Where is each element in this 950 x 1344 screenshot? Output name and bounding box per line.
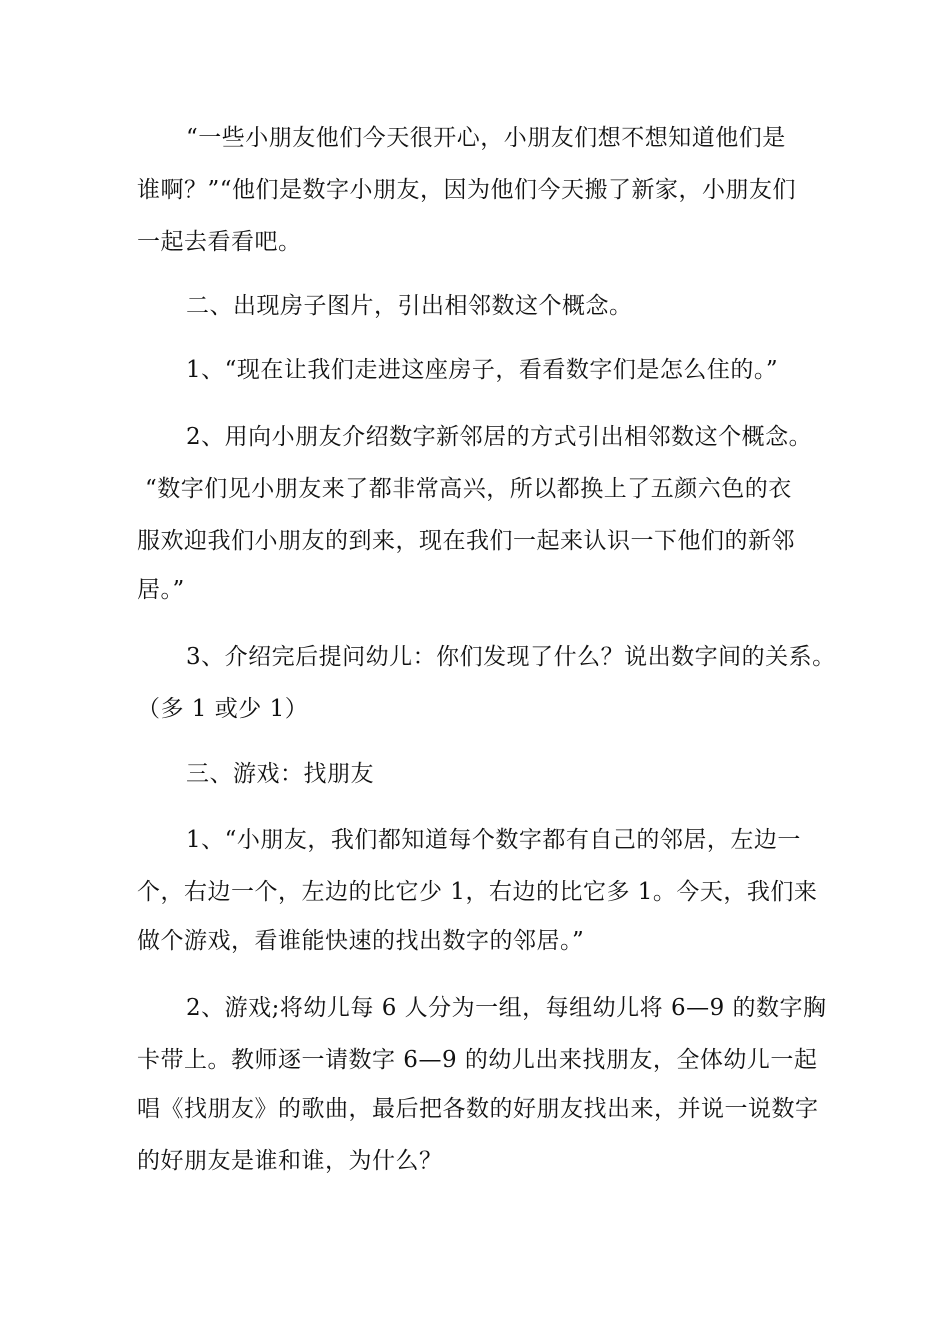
section-three-item-2-line-4: 的好朋友是谁和谁，为什么？: [137, 1148, 443, 1174]
section-two-item-1: 1、“现在让我们走进这座房子，看看数字们是怎么住的。”: [186, 357, 779, 383]
section-two-item-3-line-1: 3、介绍完后提问幼儿：你们发现了什么？说出数字间的关系。: [186, 644, 836, 670]
paragraph-1-line-1: “一些小朋友他们今天很开心，小朋友们想不想知道他们是: [186, 125, 786, 151]
section-three-item-2-line-2: 卡带上。教师逐一请数字 6—9 的幼儿出来找朋友，全体幼儿一起: [137, 1047, 818, 1073]
section-two-item-2-line-4: 居。”: [137, 577, 185, 603]
section-two-item-2-line-3: 服欢迎我们小朋友的到来，现在我们一起来认识一下他们的新邻: [137, 528, 795, 554]
paragraph-1-line-3: 一起去看看吧。: [137, 229, 302, 255]
section-two-item-3-line-2: （多 1 或少 1）: [137, 696, 309, 722]
section-two-heading: 二、出现房子图片，引出相邻数这个概念。: [186, 293, 633, 319]
section-three-item-2-line-3: 唱《找朋友》的歌曲，最后把各数的好朋友找出来，并说一说数字: [137, 1096, 819, 1122]
paragraph-1-line-2: 谁啊？”“他们是数字小朋友，因为他们今天搬了新家，小朋友们: [137, 177, 797, 203]
section-two-item-2-line-2: “数字们见小朋友来了都非常高兴，所以都换上了五颜六色的衣: [145, 476, 792, 502]
section-three-item-1-line-1: 1、“小朋友，我们都知道每个数字都有自己的邻居，左边一: [186, 827, 801, 853]
section-three-item-1-line-3: 做个游戏，看谁能快速的找出数字的邻居。”: [137, 928, 585, 954]
section-three-item-1-line-2: 个，右边一个，左边的比它少 1，右边的比它多 1。今天，我们来: [137, 879, 818, 905]
section-three-item-2-line-1: 2、游戏;将幼儿每 6 人分为一组，每组幼儿将 6—9 的数字胸: [186, 995, 827, 1021]
section-three-heading: 三、游戏：找朋友: [186, 761, 374, 787]
section-two-item-2-line-1: 2、用向小朋友介绍数字新邻居的方式引出相邻数这个概念。: [186, 424, 813, 450]
